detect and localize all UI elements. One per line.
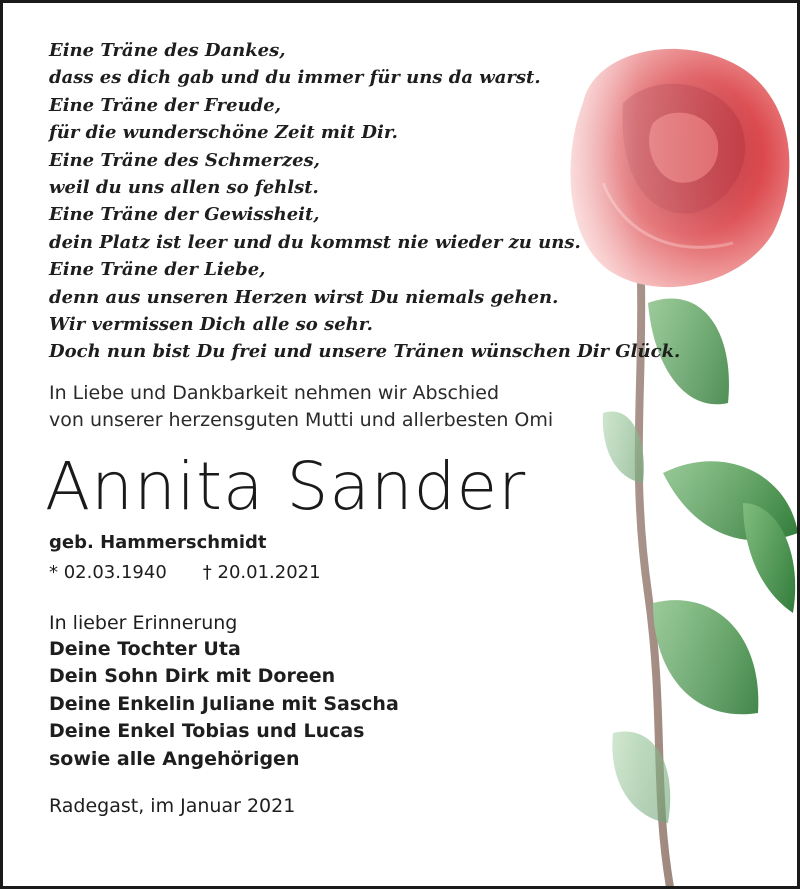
birth-date: * 02.03.1940 — [49, 561, 167, 583]
poem-line: Eine Träne der Gewissheit, — [49, 204, 320, 226]
memory-line: In lieber Erinnerung — [49, 611, 238, 634]
place-date: Radegast, im Januar 2021 — [49, 795, 296, 818]
mourner: Deine Tochter Uta — [49, 637, 241, 660]
deceased-name: Annita Sander — [45, 447, 527, 525]
intro-line: In Liebe und Dankbarkeit nehmen wir Abschied — [49, 381, 500, 404]
poem-line: für die wunderschöne Zeit mit Dir. — [49, 122, 398, 144]
poem-line: Eine Träne des Dankes, — [49, 40, 286, 61]
farewell-intro — [49, 380, 669, 434]
intro-line: von unserer herzensguten Mutti und allerbesten Omi — [49, 408, 554, 431]
poem-line: denn aus unseren Herzen wirst Du niemals gehen. — [49, 286, 559, 308]
death-date: † 20.01.2021 — [202, 561, 321, 583]
poem-line: Doch nun bist Du frei und unsere Tränen wünschen Dir Glück. — [49, 341, 681, 363]
poem-line: dass es dich gab und du immer für uns da warst. — [49, 67, 541, 89]
life-dates — [49, 560, 669, 586]
mourner: sowie alle Angehörigen — [49, 747, 300, 770]
mourner: Dein Sohn Dirk mit Doreen — [49, 665, 336, 688]
maiden-name: geb. Hammerschmidt — [49, 531, 267, 553]
mourner: Deine Enkelin Juliane mit Sascha — [49, 692, 399, 715]
poem — [49, 37, 681, 366]
poem-line: dein Platz ist leer und du kommst nie wieder zu uns. — [49, 231, 581, 253]
poem-line: Eine Träne der Freude, — [49, 94, 281, 116]
poem-line: Wir vermissen Dich alle so sehr. — [49, 314, 373, 336]
mourner: Deine Enkel Tobias und Lucas — [49, 720, 365, 743]
notice-content — [45, 37, 681, 819]
poem-line: Eine Träne des Schmerzes, — [49, 149, 320, 171]
poem-line: Eine Träne der Liebe, — [49, 259, 266, 281]
poem-line: weil du uns allen so fehlst. — [49, 177, 319, 199]
mourners-list — [49, 636, 669, 774]
